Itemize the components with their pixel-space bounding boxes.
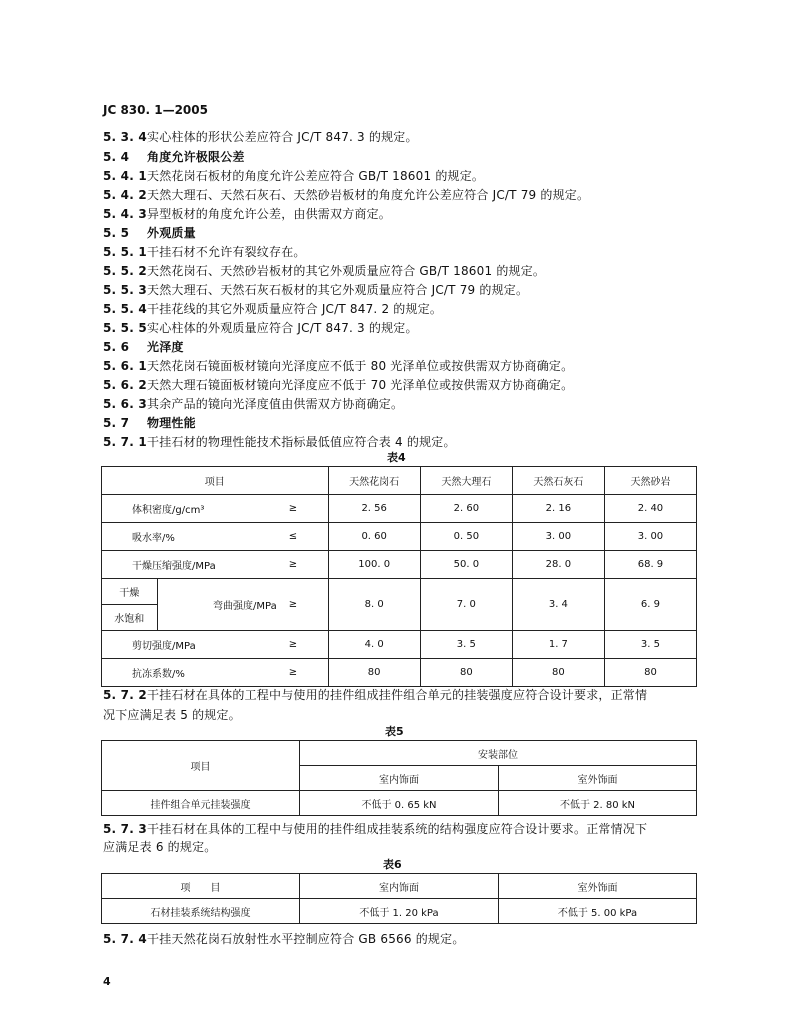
section-heading: [103, 414, 196, 431]
table5-col-outdoor: 室外饰面: [499, 766, 697, 791]
section-heading: [103, 224, 196, 241]
clause-number: 5. 5. 2: [103, 264, 147, 278]
row-operator: ≥: [283, 579, 328, 631]
cell-value: 1. 7: [512, 631, 604, 659]
table4-header-sandstone: 天然砂岩: [604, 467, 696, 495]
cell-value: 80: [420, 659, 512, 687]
clause-text: 干挂石材不允许有裂纹存在。: [147, 245, 306, 259]
cell-value: 不低于 2. 80 kN: [499, 791, 697, 816]
table4-header-granite: 天然花岗石: [328, 467, 420, 495]
section-clause: [103, 300, 442, 317]
table4-header-marble: 天然大理石: [420, 467, 512, 495]
clause-text: 天然大理石镜面板材镜向光泽度应不低于 70 光泽单位或按供需双方协商确定。: [147, 378, 574, 392]
row-label: 剪切强度/MPa: [102, 631, 283, 659]
table-row: [102, 874, 697, 899]
cell-value: 8. 0: [328, 579, 420, 631]
section-clause: [103, 205, 391, 222]
row-operator: ≥: [283, 495, 328, 523]
table4-header-row: [102, 467, 697, 495]
section-clause: [103, 243, 306, 260]
table5-col-indoor: 室内饰面: [300, 766, 499, 791]
row-operator: ≥: [283, 551, 328, 579]
clause-text: 外观质量: [147, 226, 196, 240]
table5-item-header: 项目: [102, 741, 300, 791]
section-heading: [103, 148, 245, 165]
table4: [101, 466, 697, 687]
clause-number: 5. 6. 1: [103, 359, 147, 373]
cell-value: 68. 9: [604, 551, 696, 579]
doc-header: JC 830. 1—2005: [103, 103, 208, 117]
condition-dry: 干燥: [102, 579, 158, 605]
table6-col-indoor: 室内饰面: [300, 874, 499, 899]
table-row: [102, 523, 697, 551]
cell-value: 6. 9: [604, 579, 696, 631]
clause-text: 其余产品的镜向光泽度值由供需双方协商确定。: [147, 397, 404, 411]
table-row: [102, 579, 697, 605]
cell-value: 3. 00: [512, 523, 604, 551]
table-row: [102, 551, 697, 579]
table5: [101, 740, 697, 816]
row-label-flexural: 弯曲强度/MPa: [157, 579, 283, 631]
row-operator: ≥: [283, 631, 328, 659]
row-label: 吸水率/%: [102, 523, 283, 551]
table6-caption: 表6: [383, 858, 402, 871]
table5-row-label: 挂件组合单元挂装强度: [102, 791, 300, 816]
row-label: 抗冻系数/%: [102, 659, 283, 687]
clause-text: 实心柱体的外观质量应符合 JC/T 847. 3 的规定。: [147, 321, 418, 335]
section-clause: [103, 395, 403, 412]
clause-text: 干挂石材的物理性能技术指标最低值应符合表 4 的规定。: [147, 435, 456, 449]
clause-number: 5. 5. 4: [103, 302, 147, 316]
clause-number: 5. 6. 3: [103, 397, 147, 411]
cell-value: 不低于 5. 00 kPa: [499, 899, 697, 924]
cell-value: 2. 56: [328, 495, 420, 523]
table6-row-label: 石材挂装系统结构强度: [102, 899, 300, 924]
page-number: 4: [103, 975, 111, 988]
cell-value: 3. 5: [604, 631, 696, 659]
table6-item-header: 项 目: [102, 874, 300, 899]
clause-text: 光泽度: [147, 340, 184, 354]
row-operator: ≥: [283, 659, 328, 687]
paragraph-5-7-3-line2: 应满足表 6 的规定。: [103, 840, 217, 854]
clause-number: 5. 5: [103, 226, 130, 240]
cell-value: 80: [328, 659, 420, 687]
condition-saturated: 水饱和: [102, 605, 158, 631]
cell-value: 50. 0: [420, 551, 512, 579]
cell-value: 80: [604, 659, 696, 687]
cell-value: 3. 00: [604, 523, 696, 551]
clause-number: 5. 6. 2: [103, 378, 147, 392]
table-row: [102, 791, 697, 816]
cell-value: 3. 5: [420, 631, 512, 659]
cell-value: 0. 50: [420, 523, 512, 551]
clause-text: 实心柱体的形状公差应符合 JC/T 847. 3 的规定。: [147, 130, 418, 144]
clause-number: 5. 7: [103, 416, 130, 430]
clause-text: 天然花岗石镜面板材镜向光泽度应不低于 80 光泽单位或按供需双方协商确定。: [147, 359, 574, 373]
clause-number: 5. 5. 5: [103, 321, 147, 335]
table-row: [102, 899, 697, 924]
cell-value: 3. 4: [512, 579, 604, 631]
table5-caption: 表5: [385, 725, 404, 738]
clause-number: 5. 3. 4: [103, 130, 147, 144]
cell-value: 7. 0: [420, 579, 512, 631]
clause-text: 天然花岗石、天然砂岩板材的其它外观质量应符合 GB/T 18601 的规定。: [147, 264, 546, 278]
section-clause: [103, 433, 456, 450]
cell-value: 2. 60: [420, 495, 512, 523]
table6: [101, 873, 697, 924]
section-clause: [103, 262, 545, 279]
clause-number: 5. 4. 2: [103, 188, 147, 202]
cell-value: 2. 40: [604, 495, 696, 523]
row-label: 体积密度/g/cm³: [102, 495, 283, 523]
section-clause: [103, 376, 573, 393]
cell-value: 2. 16: [512, 495, 604, 523]
table-row: [102, 495, 697, 523]
clause-text: 天然大理石、天然石灰石、天然砂岩板材的角度允许公差应符合 JC/T 79 的规定。: [147, 188, 590, 202]
table6-col-outdoor: 室外饰面: [499, 874, 697, 899]
table-row: [102, 631, 697, 659]
section-clause: [103, 281, 528, 298]
paragraph-5-7-2-line2: 况下应满足表 5 的规定。: [103, 708, 241, 722]
section-clause: [103, 319, 418, 336]
cell-value: 80: [512, 659, 604, 687]
cell-value: 4. 0: [328, 631, 420, 659]
cell-value: 100. 0: [328, 551, 420, 579]
section-heading: [103, 338, 184, 355]
section-clause: [103, 167, 484, 184]
paragraph-5-7-4: 5. 7. 4干挂天然花岗石放射性水平控制应符合 GB 6566 的规定。: [103, 932, 465, 946]
table4-header-item: 项目: [102, 467, 329, 495]
clause-number: 5. 4. 3: [103, 207, 147, 221]
clause-number: 5. 4. 1: [103, 169, 147, 183]
cell-value: 不低于 0. 65 kN: [300, 791, 499, 816]
clause-number: 5. 5. 1: [103, 245, 147, 259]
cell-value: 28. 0: [512, 551, 604, 579]
clause-number: 5. 6: [103, 340, 130, 354]
clause-text: 角度允许极限公差: [147, 150, 245, 164]
clause-number: 5. 5. 3: [103, 283, 147, 297]
cell-value: 不低于 1. 20 kPa: [300, 899, 499, 924]
clause-number: 5. 7. 1: [103, 435, 147, 449]
row-operator: ≤: [283, 523, 328, 551]
table-row: [102, 659, 697, 687]
row-label: 干燥压缩强度/MPa: [102, 551, 283, 579]
table5-group-header: 安装部位: [300, 741, 697, 766]
paragraph-5-7-3-line1: 5. 7. 3干挂石材在具体的工程中与使用的挂件组成挂装系统的结构强度应符合设计要求。正常情况下: [103, 822, 648, 836]
section-clause: [103, 186, 589, 203]
table-row: [102, 741, 697, 766]
section-clause: [103, 357, 573, 374]
table4-header-limestone: 天然石灰石: [512, 467, 604, 495]
table4-caption: 表4: [387, 451, 406, 464]
clause-text: 干挂花线的其它外观质量应符合 JC/T 847. 2 的规定。: [147, 302, 443, 316]
clause-text: 物理性能: [147, 416, 196, 430]
cell-value: 0. 60: [328, 523, 420, 551]
clause-text: 天然大理石、天然石灰石板材的其它外观质量应符合 JC/T 79 的规定。: [147, 283, 529, 297]
paragraph-5-7-2-line1: 5. 7. 2干挂石材在具体的工程中与使用的挂件组成挂件组合单元的挂装强度应符合设计要求，正常情: [103, 688, 648, 702]
clause-text: 异型板材的角度允许公差，由供需双方商定。: [147, 207, 392, 221]
section-clause: [103, 128, 418, 145]
clause-number: 5. 4: [103, 150, 130, 164]
clause-text: 天然花岗石板材的角度允许公差应符合 GB/T 18601 的规定。: [147, 169, 485, 183]
